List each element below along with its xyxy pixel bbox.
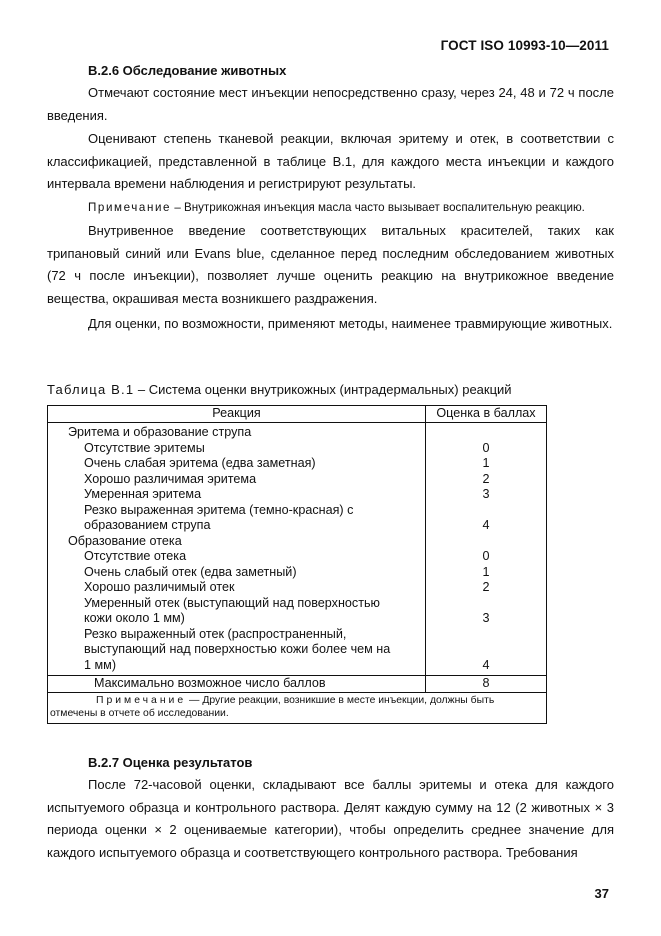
reaction-cell: Резко выраженная эритема (темно-красная) с (48, 503, 426, 519)
table-row (48, 518, 547, 534)
note-text: – Внутрикожная инъекция масла часто вызывает воспалительную реакцию. (171, 201, 585, 214)
score-cell: 1 (426, 565, 547, 581)
score-cell: 2 (426, 472, 547, 488)
reaction-cell: Резко выраженный отек (распространенный, (48, 627, 426, 643)
score-cell: 3 (426, 487, 547, 503)
scoring-table (47, 405, 547, 724)
score-cell (426, 627, 547, 643)
table-row (48, 549, 547, 565)
reaction-cell: образованием струпа (48, 518, 426, 534)
reaction-cell: Очень слабая эритема (едва заметная) (48, 456, 426, 472)
score-cell (426, 423, 547, 441)
reaction-cell: Хорошо различимая эритема (48, 472, 426, 488)
column-header-reaction: Реакция (48, 406, 426, 423)
table-row (48, 596, 547, 612)
table-row (48, 472, 547, 488)
paragraph-evaluation: После 72-часовой оценки, складывают все баллы эритемы и отека для каждого испытуемого образца и контрольного раствора. Делят каждую сумму на 12 (2 животных × 3 периода оценки × 2 оцениваемые категории), чтобы определить среднее значение для каждого испытуемого образца и соответствующего контрольного раствора. Требования (47, 777, 614, 861)
score-cell (426, 642, 547, 658)
reaction-cell: Отсутствие эритемы (48, 441, 426, 457)
max-score-value: 8 (426, 676, 547, 693)
table-row (48, 565, 547, 581)
reaction-cell: Умеренный отек (выступающий над поверхностью (48, 596, 426, 612)
reaction-cell: Отсутствие отека (48, 549, 426, 565)
table-caption-text: – Система оценки внутрикожных (интрадермальных) реакций (134, 382, 512, 397)
reaction-cell: Очень слабый отек (едва заметный) (48, 565, 426, 581)
paragraph-vital-dyes: Внутривенное введение соответствующих витальных красителей, таких как трипановый синий или Evans blue, сделанное перед последним обследованием животных (72 ч после инъекции), позволяет лучше оценить реакцию на внутрикожное введение вещества, окрашивая места возникшего раздражения. (47, 223, 614, 307)
table-row (48, 456, 547, 472)
table-caption (47, 382, 512, 397)
table-caption-label: Таблица B.1 (47, 382, 135, 397)
paragraph-methods: Для оценки, по возможности, применяют методы, наименее травмирующие животных. (88, 316, 613, 331)
table-row (48, 642, 547, 658)
score-cell (426, 503, 547, 519)
score-cell: 2 (426, 580, 547, 596)
table-row (48, 441, 547, 457)
table-row (48, 611, 547, 627)
table-note (48, 692, 547, 723)
paragraph-tissue-reaction: Оценивают степень тканевой реакции, включая эритему и отек, в соответствии с классификацией, представленной в таблице B.1, для каждого места инъекции и каждого интервала времени наблюдения и регистрируют результаты. (47, 131, 614, 192)
table-note-row (48, 692, 547, 723)
column-header-score: Оценка в баллах (426, 406, 547, 423)
table-row (48, 487, 547, 503)
reaction-cell: Хорошо различимый отек (48, 580, 426, 596)
table-row (48, 503, 547, 519)
reaction-cell: Умеренная эритема (48, 487, 426, 503)
document-header: ГОСТ ISO 10993-10—2011 (440, 38, 609, 53)
table-row (48, 580, 547, 596)
table-header-row (48, 406, 547, 423)
score-cell (426, 596, 547, 612)
table-row (48, 658, 547, 676)
section-title-b26: B.2.6 Обследование животных (88, 63, 287, 78)
score-cell: 0 (426, 549, 547, 565)
score-cell: 3 (426, 611, 547, 627)
reaction-category: Образование отека (48, 534, 426, 550)
score-cell: 4 (426, 658, 547, 676)
note-oil-injection (47, 198, 614, 218)
reaction-cell: выступающий над поверхностью кожи более чем на (48, 642, 426, 658)
score-cell: 4 (426, 518, 547, 534)
reaction-cell: 1 мм) (48, 658, 426, 676)
note-label: Примечание (88, 201, 172, 214)
table-row (48, 627, 547, 643)
max-score-label: Максимально возможное число баллов (48, 676, 426, 693)
paragraph-injection-sites: Отмечают состояние мест инъекции непосредственно сразу, через 24, 48 и 72 ч после введения. (47, 85, 614, 123)
score-cell: 0 (426, 441, 547, 457)
max-score-row (48, 676, 547, 693)
reaction-category: Эритема и образование струпа (48, 423, 426, 441)
reaction-cell: кожи около 1 мм) (48, 611, 426, 627)
table-note-label: Примечание (96, 694, 187, 706)
score-cell: 1 (426, 456, 547, 472)
page-number: 37 (594, 886, 609, 901)
table-row (48, 423, 547, 441)
score-cell (426, 534, 547, 550)
table-note-text: — Другие реакции, возникшие в месте инъекции, должны быть отмечены в отчете об исследовании. (50, 694, 495, 719)
table-row (48, 534, 547, 550)
section-title-b27: B.2.7 Оценка результатов (88, 755, 253, 770)
